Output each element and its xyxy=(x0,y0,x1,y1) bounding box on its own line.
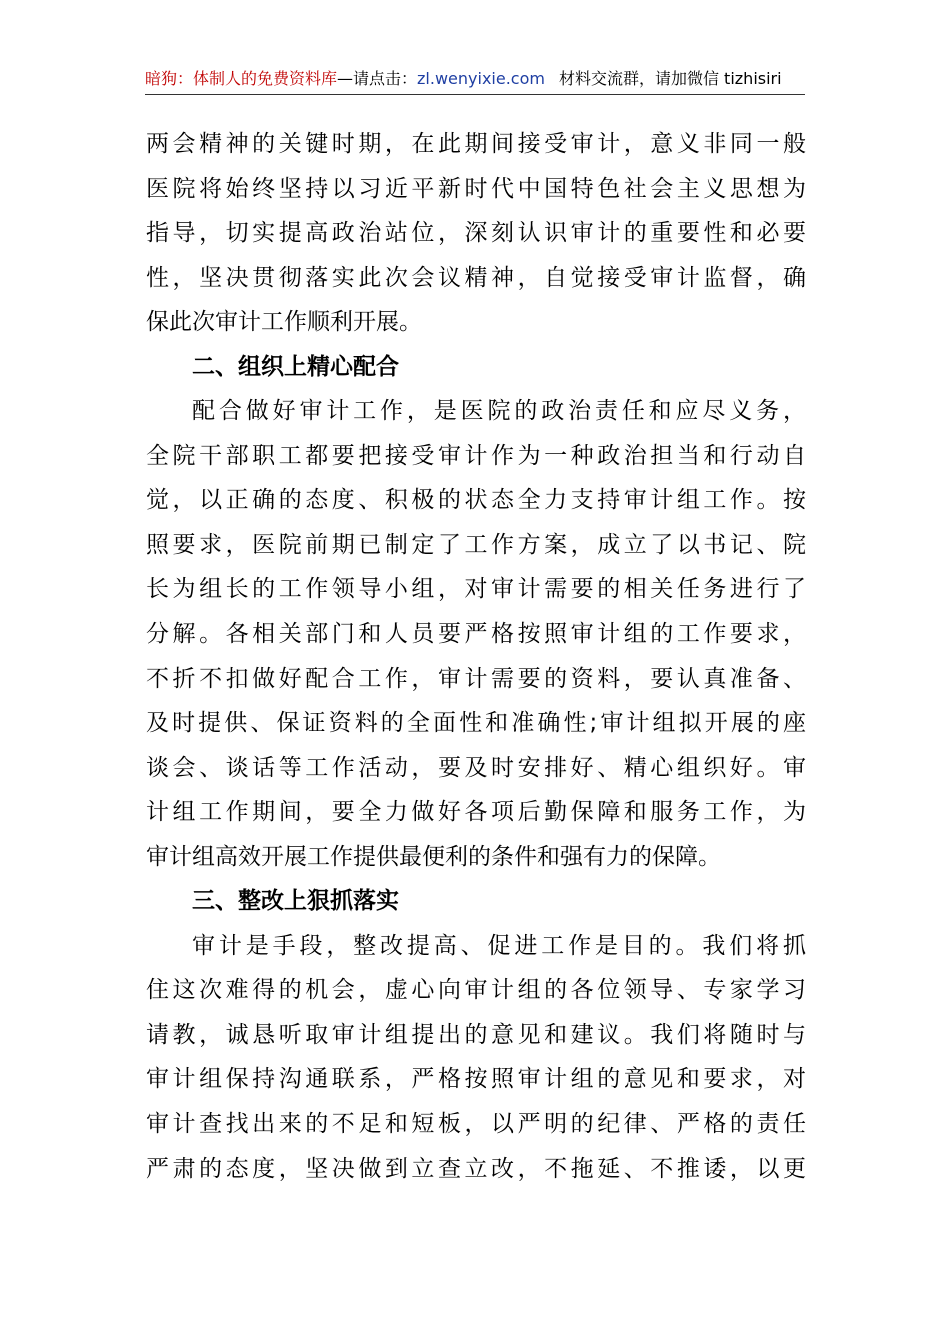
paragraph-line: 谈会、谈话等工作活动，要及时安排好、精心组织好。审 xyxy=(146,754,806,781)
header-link[interactable]: zl.wenyixie.com xyxy=(417,69,545,88)
paragraph-line: 觉，以正确的态度、积极的状态全力支持审计组工作。按 xyxy=(146,487,806,514)
paragraph-line: 住这次难得的机会，虚心向审计组的各位领导、专家学习 xyxy=(146,977,806,1004)
paragraph-line: 计组工作期间，要全力做好各项后勤保障和服务工作，为 xyxy=(146,799,806,826)
paragraph-line: 长为组长的工作领导小组，对审计需要的相关任务进行了 xyxy=(146,576,806,603)
paragraph-line: 审计组保持沟通联系，严格按照审计组的意见和要求，对 xyxy=(146,1066,806,1093)
paragraph-line: 分解。各相关部门和人员要严格按照审计组的工作要求， xyxy=(146,621,806,648)
paragraph-line: 医院将始终坚持以习近平新时代中国特色社会主义思想为 xyxy=(146,175,806,202)
paragraph-line: 指导，切实提高政治站位，深刻认识审计的重要性和必要 xyxy=(146,220,806,247)
page-header xyxy=(145,64,805,95)
paragraph-line: 配合做好审计工作，是医院的政治责任和应尽义务， xyxy=(192,398,806,425)
header-link-prefix: —请点击： xyxy=(337,69,418,88)
paragraph-line: 性，坚决贯彻落实此次会议精神，自觉接受审计监督，确 xyxy=(146,264,806,291)
document-body xyxy=(146,122,806,1191)
paragraph-line: 保此次审计工作顺利开展。 xyxy=(146,309,422,336)
paragraph-line: 审计是手段，整改提高、促进工作是目的。我们将抓 xyxy=(192,932,806,959)
paragraph-line: 全院干部职工都要把接受审计作为一种政治担当和行动自 xyxy=(146,442,806,469)
header-brand: 暗狗：体制人的免费资料库 xyxy=(145,69,338,88)
paragraph-line: 不折不扣做好配合工作，审计需要的资料，要认真准备、 xyxy=(146,665,806,692)
paragraph-line: 审计组高效开展工作提供最便利的条件和强有力的保障。 xyxy=(146,843,721,870)
section-heading: 三、整改上狠抓落实 xyxy=(192,888,399,915)
section-heading: 二、组织上精心配合 xyxy=(192,353,399,380)
paragraph-line: 严肃的态度，坚决做到立查立改，不拖延、不推诿，以更 xyxy=(146,1155,806,1182)
paragraph-line: 请教，诚恳听取审计组提出的意见和建议。我们将随时与 xyxy=(146,1021,806,1048)
paragraph-line: 审计查找出来的不足和短板，以严明的纪律、严格的责任 xyxy=(146,1111,806,1138)
header-wechat-note: 材料交流群，请加微信 tizhisiri xyxy=(558,69,782,88)
paragraph-line: 两会精神的关键时期，在此期间接受审计，意义非同一般 xyxy=(146,131,806,157)
paragraph-line: 及时提供、保证资料的全面性和准确性;审计组拟开展的座 xyxy=(146,710,806,737)
paragraph-line: 照要求，医院前期已制定了工作方案，成立了以书记、院 xyxy=(146,531,806,558)
